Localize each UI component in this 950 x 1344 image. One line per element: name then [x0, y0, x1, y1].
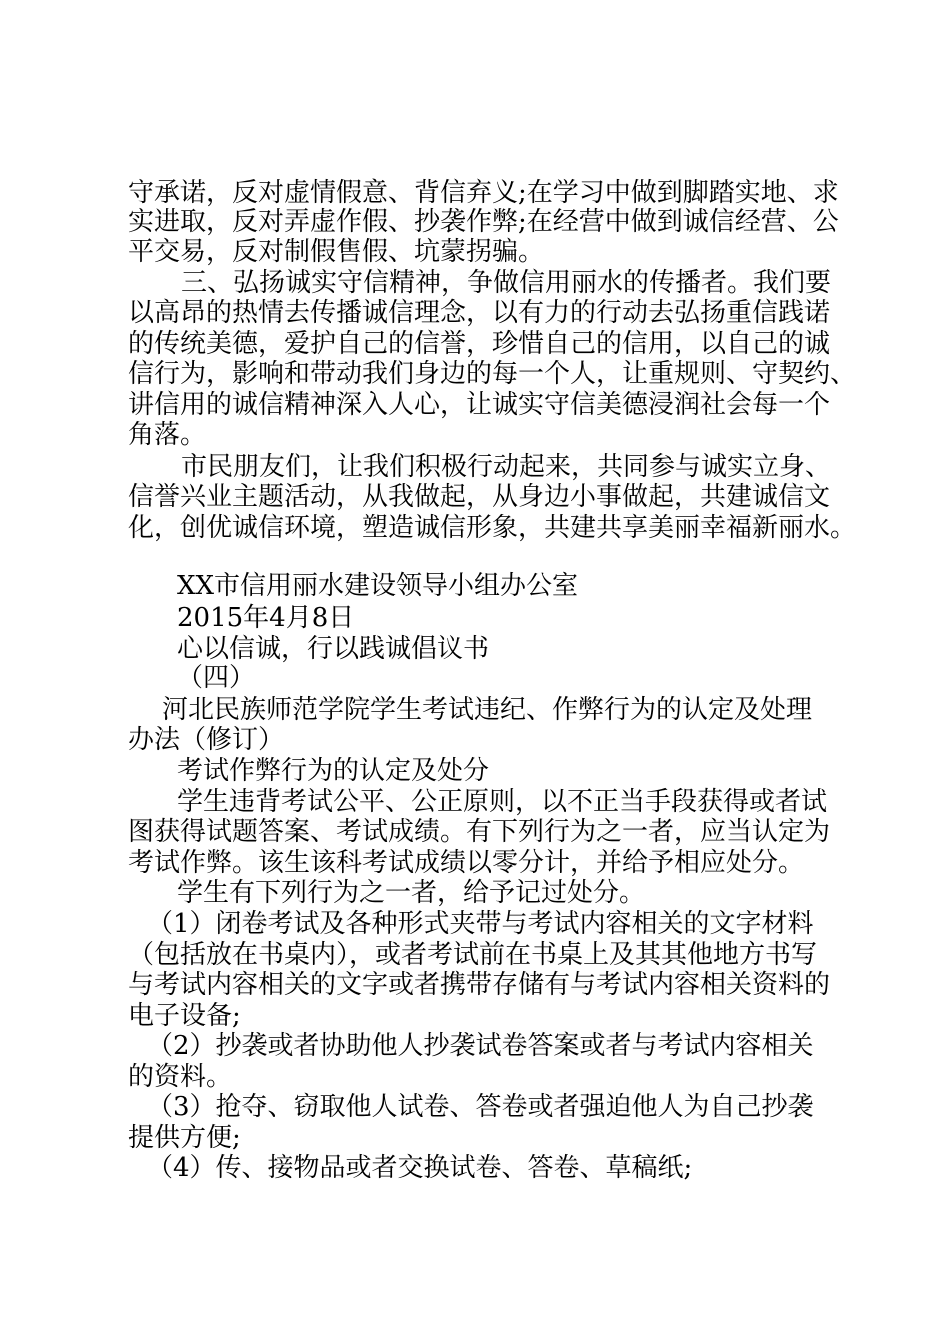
- text-line: 电子设备;: [128, 1001, 241, 1031]
- list-item: （1）闭卷考试及各种形式夹带与考试内容相关的文字材料: [147, 909, 814, 939]
- section-number: （四）: [177, 663, 256, 693]
- text-line: 信誉兴业主题活动，从我做起，从身边小事做起，共建诚信文: [128, 482, 831, 512]
- text-line: （包括放在书桌内），或者考试前在书桌上及其其他地方书写: [128, 940, 818, 970]
- text-line: 考试作弊。该生该科考试成绩以零分计，并给予相应处分。: [128, 848, 805, 878]
- text-line: 实进取，反对弄虚作假、抄袭作弊;在经营中做到诚信经营、公: [128, 207, 839, 237]
- text-line: 学生违背考试公平、公正原则，以不正当手段获得或者试: [177, 787, 828, 817]
- text-line: 讲信用的诚信精神深入人心，让诚实守信美德浸润社会每一个: [128, 390, 831, 420]
- text-line: 化，创优诚信环境，塑造诚信形象，共建共享美丽幸福新丽水。: [128, 513, 857, 543]
- list-item: （2）抄袭或者协助他人抄袭试卷答案或者与考试内容相关: [147, 1031, 814, 1061]
- text-line: 市民朋友们，让我们积极行动起来，共同参与诚实立身、: [181, 452, 832, 482]
- signature-org: XX市信用丽水建设领导小组办公室: [177, 571, 579, 601]
- text-line: 提供方便;: [128, 1123, 241, 1153]
- list-item: （3）抢夺、窃取他人试卷、答卷或者强迫他人为自己抄袭: [147, 1092, 814, 1122]
- text-line: 三、弘扬诚实守信精神，争做信用丽水的传播者。我们要: [181, 268, 832, 298]
- text-line: 的传统美德，爱护自己的信誉，珍惜自己的信用，以自己的诚: [128, 329, 831, 359]
- signature-date: 2015年4月8日: [177, 603, 355, 633]
- text-line: 平交易，反对制假售假、坑蒙拐骗。: [128, 237, 545, 267]
- text-line: 信行为，影响和带动我们身边的每一个人，让重规则、守契约、: [128, 359, 857, 389]
- text-line: 图获得试题答案、考试成绩。有下列行为之一者，应当认定为: [128, 817, 831, 847]
- text-line: 角落。: [128, 420, 207, 450]
- text-line: 学生有下列行为之一者，给予记过处分。: [177, 878, 646, 908]
- regulation-title: 河北民族师范学院学生考试违纪、作弊行为的认定及处理: [162, 695, 813, 725]
- text-line: 以高昂的热情去传播诚信理念，以有力的行动去弘扬重信践诺: [128, 298, 831, 328]
- text-line: 的资料。: [128, 1062, 233, 1092]
- text-line: 守承诺，反对虚情假意、背信弃义;在学习中做到脚踏实地、求: [128, 178, 839, 208]
- regulation-title-cont: 办法（修订）: [128, 725, 285, 755]
- document-title: 心以信诚，行以践诚倡议书: [177, 634, 490, 664]
- section-heading: 考试作弊行为的认定及处分: [177, 756, 490, 786]
- list-item: （4）传、接物品或者交换试卷、答卷、草稿纸;: [147, 1153, 693, 1183]
- text-line: 与考试内容相关的文字或者携带存储有与考试内容相关资料的: [128, 970, 831, 1000]
